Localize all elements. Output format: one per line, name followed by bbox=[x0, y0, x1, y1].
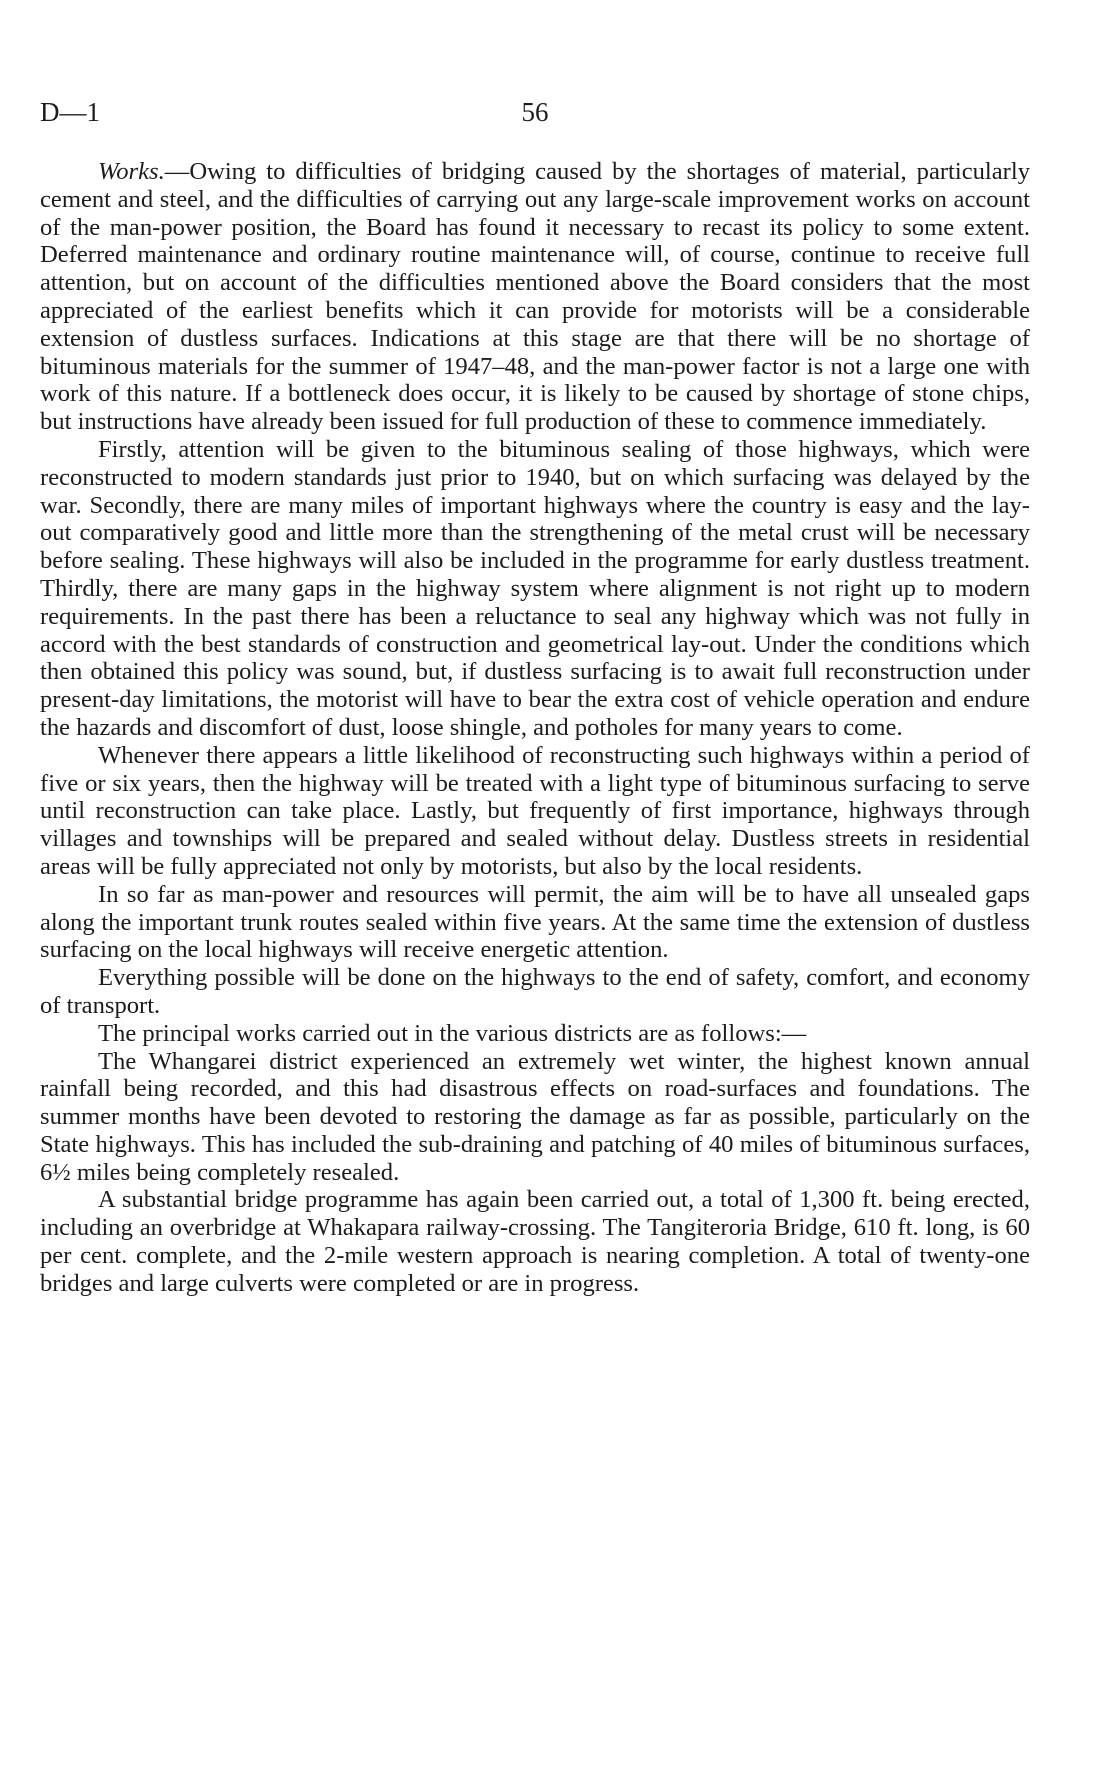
page-number: 56 bbox=[521, 97, 549, 127]
paragraph-firstly: Firstly, attention will be given to the bituminous sealing of those highways, which were reconstructed to modern standards just prior to 1940, but on which surfacing was delayed by the war. Secondly, there are many miles of important highways where the country is easy and the lay-out comparatively good and little more than the strengthening of the metal crust will be necessary before sealing. These highways will also be included in the programme for early dustless treatment. Thirdly, there are many gaps in the highway system where alignment is not right up to modern requirements. In the past there has been a reluctance to seal any highway which was not fully in accord with the best standards of construction and geometrical lay-out. Under the conditions which then obtained this policy was sound, but, if dustless surfacing is to await full reconstruction under present-day limitations, the motorist will have to bear the extra cost of vehicle operation and endure the hazards and discomfort of dust, loose shingle, and potholes for many years to come. bbox=[40, 435, 1030, 741]
paragraph-works bbox=[40, 158, 1030, 436]
paragraph-bridge-programme: A substantial bridge programme has again been carried out, a total of 1,300 ft. being erected, including an overbridge at Whakapara railway-crossing. The Tangiteroria Bridge, 610 ft. long, is 60 per cent. complete, and the 2-mile western approach is nearing completion. A total of twenty-one bridges and large culverts were completed or are in progress. bbox=[40, 1186, 1030, 1297]
paragraph-manpower: In so far as man-power and resources will permit, the aim will be to have all unsealed gaps along the important trunk routes sealed within five years. At the same time the extension of dustless surfacing on the local highways will receive energetic attention. bbox=[40, 880, 1030, 964]
page-body bbox=[40, 158, 1030, 1298]
paragraph-text-works: —Owing to difficulties of bridging caused by the shortages of material, particularly cement and steel, and the difficulties of carrying out any large-scale improvement works on account of the man-power position, the Board has found it necessary to recast its policy to some extent. Deferred maintenance and ordinary routine maintenance will, of course, continue to receive full attention, but on account of the difficulties mentioned above the Board considers that the most appreciated of the earliest benefits which it can provide for motorists will be a considerable extension of dustless surfaces. Indications at this stage are that there will be no shortage of bituminous materials for the summer of 1947–48, and the man-power factor is not a large one with work of this nature. If a bottleneck does occur, it is likely to be caused by shortage of stone chips, but instructions have already been issued for full production of these to commence immediately. bbox=[40, 158, 1030, 436]
paragraph-principal-works: The principal works carried out in the various districts are as follows:— bbox=[98, 1019, 807, 1047]
page-header bbox=[40, 95, 1030, 129]
section-reference: D—1 bbox=[40, 97, 100, 127]
paragraph-whangarei: The Whangarei district experienced an extremely wet winter, the highest known annual rainfall being recorded, and this had disastrous effects on road-surfaces and foundations. The summer months have been devoted to restoring the damage as far as possible, particularly on the State highways. This has included the sub-draining and patching of 40 miles of bituminous surfaces, 6½ miles being completely resealed. bbox=[40, 1047, 1030, 1186]
paragraph-everything: Everything possible will be done on the highways to the end of safety, comfort, and economy of transport. bbox=[40, 964, 1030, 1019]
paragraph-lead-works: Works. bbox=[98, 158, 165, 185]
paragraph-whenever: Whenever there appears a little likelihood of reconstructing such highways within a period of five or six years, then the highway will be treated with a light type of bituminous surfacing to serve until reconstruction can take place. Lastly, but frequently of first importance, highways through villages and townships will be prepared and sealed without delay. Dustless streets in residential areas will be fully appreciated not only by motorists, but also by the local residents. bbox=[40, 741, 1030, 880]
